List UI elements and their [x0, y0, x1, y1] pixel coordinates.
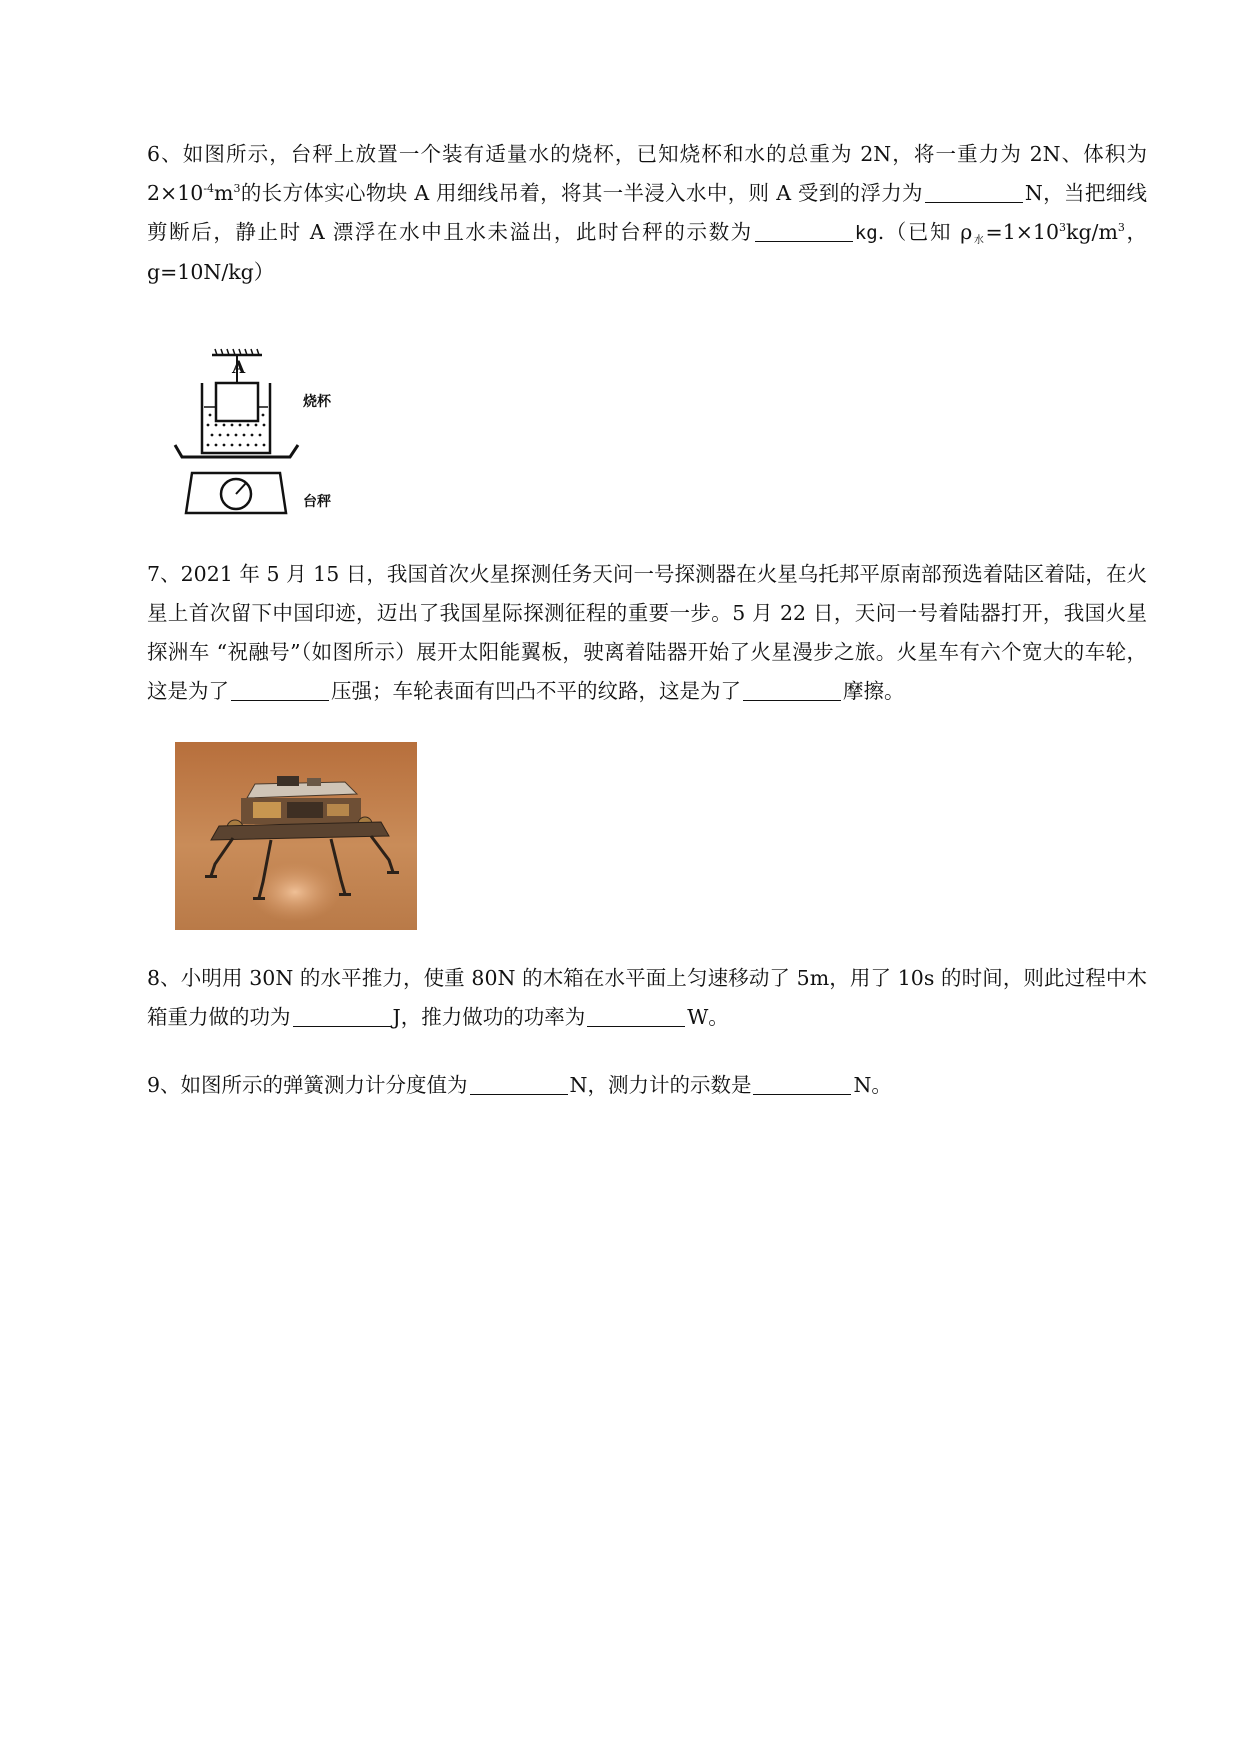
q9-answer-blank-1[interactable]	[470, 1072, 568, 1095]
q8-answer-blank-2[interactable]	[587, 1004, 685, 1027]
beaker-scale-figure	[170, 345, 370, 525]
block-a-label: A	[232, 358, 246, 378]
q8-text-2: J，推力做功的功率为	[392, 1005, 586, 1029]
q6-text-6: .（已知 ρ	[877, 220, 973, 244]
q7-answer-blank-1[interactable]	[231, 678, 329, 701]
q6-exponent-3: 3	[1059, 221, 1067, 234]
question-6	[147, 135, 1147, 292]
q6-answer-blank-2[interactable]	[755, 219, 853, 242]
mars-lander-image	[175, 742, 417, 930]
q6-exponent-4: 3	[1117, 221, 1125, 234]
q8-answer-blank-1[interactable]	[293, 1004, 391, 1027]
q9-text-2: N，测力计的示数是	[569, 1073, 752, 1097]
mars-lander-photo	[175, 742, 417, 930]
q6-answer-blank-1[interactable]	[925, 180, 1023, 203]
question-7	[147, 555, 1147, 711]
question-9	[147, 1066, 1147, 1105]
q8-text-1: 8、小明用 30N 的水平推力，使重 80N 的木箱在水平面上匀速移动了 5m，用了 10s 的时间，则此过程中木箱重力做的功为	[147, 966, 1147, 1029]
q6-exponent-2: 3	[233, 182, 241, 195]
q7-answer-blank-2[interactable]	[743, 678, 841, 701]
question-8	[147, 959, 1147, 1037]
q6-text-4: N，当把细线剪断后，静止时 A 漂浮在水中且水未溢出，此时台秤的示数为	[147, 181, 1147, 244]
q6-text-7: =1×10	[985, 220, 1060, 244]
q9-text-1: 9、如图所示的弹簧测力计分度值为	[147, 1073, 468, 1097]
q7-text-2: 压强；车轮表面有凹凸不平的纹路，这是为了	[331, 679, 741, 703]
q9-answer-blank-2[interactable]	[753, 1072, 851, 1095]
q6-subscript-water: 水	[972, 235, 986, 246]
q6-text-3: 的长方体实心物块 A 用细线吊着，将其一半浸入水中，则 A 受到的浮力为	[240, 181, 923, 205]
beaker-scale-drawing	[170, 345, 370, 525]
q6-text-9: ，g=10N/kg）	[147, 220, 1148, 284]
q6-text-2: m	[214, 181, 234, 205]
q7-text-3: 摩擦。	[843, 679, 905, 703]
q6-text-8: kg/m	[1066, 220, 1118, 244]
q6-unit-kg: kg	[854, 222, 878, 244]
q8-text-3: W。	[687, 1005, 729, 1029]
scale-label: 台秤	[303, 494, 331, 510]
q6-exponent-1: -4	[203, 182, 215, 195]
q6-text-1: 6、如图所示，台秤上放置一个装有适量水的烧杯，已知烧杯和水的总重为 2N，将一重力为 2N、体积为 2×10	[147, 142, 1147, 205]
q9-text-3: N。	[853, 1073, 892, 1097]
beaker-label: 烧杯	[303, 394, 331, 410]
q7-text-1: 7、2021 年 5 月 15 日，我国首次火星探测任务天问一号探测器在火星乌托邦平原南部预选着陆区着陆，在火星上首次留下中国印迹，迈出了我国星际探测征程的重要一步。5 月 22 日，天问一号着陆器打开，我国火星探洲车 “祝融号”（如图所示）展开太阳能翼板，驶离着陆器开始了火星漫步之旅。火星车有六个宽大的车轮，这是为了	[147, 562, 1147, 703]
